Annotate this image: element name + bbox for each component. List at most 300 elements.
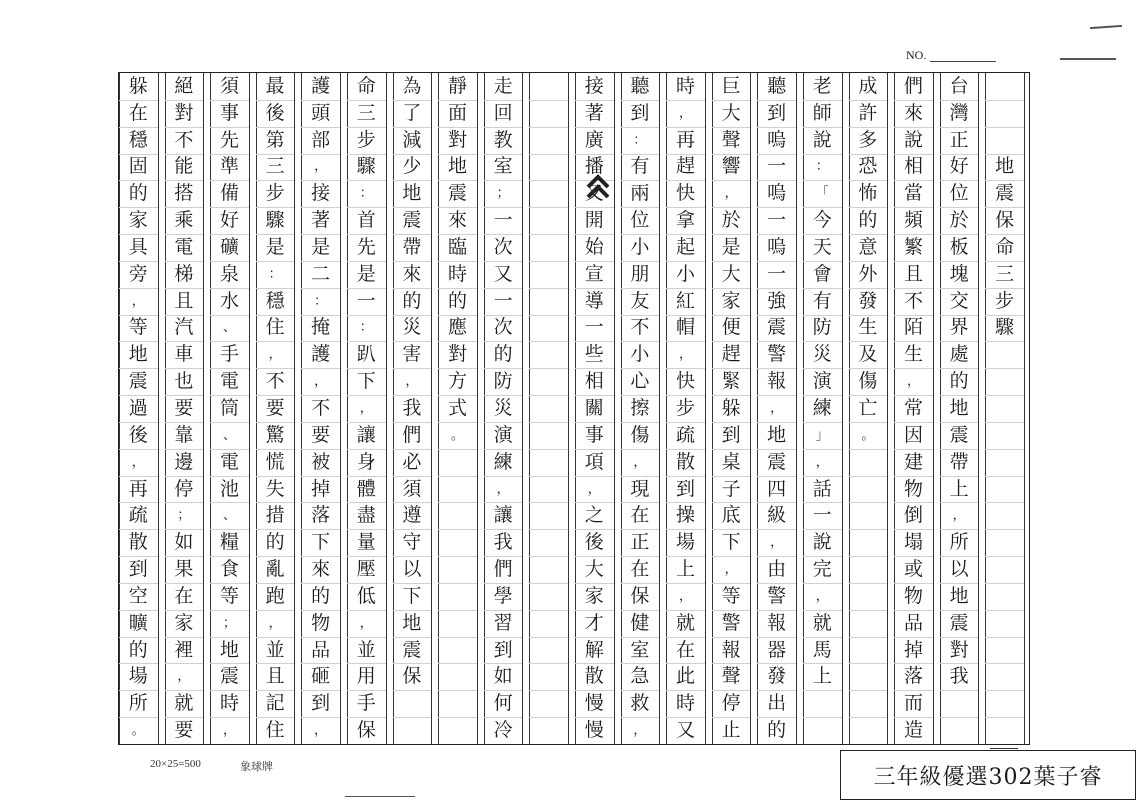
grid-char: 住: [265, 316, 285, 339]
grid-char: 的: [767, 719, 787, 742]
grid-char: 學: [493, 584, 513, 607]
grid-char: 大: [584, 558, 604, 581]
grid-char: 停: [721, 692, 741, 715]
grid-char: 在: [128, 101, 148, 124]
grid-char: 小: [675, 262, 695, 285]
grid-char: 好: [949, 155, 969, 178]
grid-char: 電: [219, 450, 239, 473]
grid-char: 警: [767, 584, 787, 607]
grid-char: 到: [311, 692, 331, 715]
grid-char: 報: [721, 638, 741, 661]
grid-char: 。: [131, 723, 145, 739]
grid-char: ，: [906, 374, 920, 390]
grid-char: 式: [447, 397, 467, 420]
grid-char: 塊: [949, 262, 969, 285]
grid-char: 車: [174, 343, 194, 366]
grid-char: 保: [402, 665, 422, 688]
grid-char: 震: [128, 370, 148, 393]
grid-char: 的: [493, 343, 513, 366]
column-text: [849, 73, 888, 744]
grid-char: 嗚: [767, 128, 787, 151]
grid-char: 要: [174, 397, 194, 420]
column-text: [666, 73, 705, 744]
grid-char: 品: [903, 611, 923, 634]
grid-char: 震: [447, 182, 467, 205]
column-rule: [842, 73, 843, 744]
grid-char: 播: [584, 155, 604, 178]
column-text: [165, 73, 204, 744]
grid-char: 頭: [311, 101, 331, 124]
grid-char: 穩: [265, 289, 285, 312]
text-column: [484, 73, 530, 744]
grid-char: 砸: [311, 665, 331, 688]
grid-char: 相: [584, 370, 604, 393]
grid-char: 建: [903, 450, 923, 473]
grid-char: 到: [767, 101, 787, 124]
grid-char: 電: [219, 370, 239, 393]
grid-char: 壓: [356, 558, 376, 581]
grid-char: 開: [584, 209, 604, 232]
grid-char: 如: [493, 665, 513, 688]
grid-char: 說: [903, 128, 923, 151]
grid-char: 練: [812, 397, 832, 420]
grid-char: 之: [584, 504, 604, 527]
grid-char: 習: [493, 611, 513, 634]
grid-char: 巨: [721, 74, 741, 97]
grid-char: 事: [219, 101, 239, 124]
grid-char: 下: [721, 531, 741, 554]
grid-char: 發: [858, 289, 878, 312]
grid-char: 食: [219, 558, 239, 581]
grid-char: 我: [493, 531, 513, 554]
grid-char: 教: [493, 128, 513, 151]
grid-char: 著: [584, 101, 604, 124]
grid-char: 報: [767, 611, 787, 634]
grid-char: 品: [311, 638, 331, 661]
grid-char: 完: [812, 558, 832, 581]
grid-char: 由: [767, 558, 787, 581]
grid-char: 的: [858, 209, 878, 232]
grid-char: ，: [359, 401, 373, 417]
grid-char: 始: [584, 235, 604, 258]
grid-char: 三: [995, 262, 1015, 285]
grid-char: 物: [903, 477, 923, 500]
grid-char: 震: [219, 665, 239, 688]
grid-char: 走: [493, 74, 513, 97]
grid-char: 在: [630, 558, 650, 581]
grid-char: 先: [219, 128, 239, 151]
grid-char: 交: [949, 289, 969, 312]
grid-char: 到: [630, 101, 650, 124]
grid-char: 步: [675, 397, 695, 420]
grid-char: 到: [721, 423, 741, 446]
grid-char: 繁: [903, 235, 923, 258]
grid-char: 震: [402, 209, 422, 232]
text-column: [256, 73, 302, 744]
grid-char: 是: [356, 262, 376, 285]
grid-char: 正: [949, 128, 969, 151]
grid-char: 也: [174, 370, 194, 393]
grid-char: 體: [356, 477, 376, 500]
text-column: [894, 73, 940, 744]
text-column: [438, 73, 484, 744]
grid-char: 裡: [174, 638, 194, 661]
grid-char: 們: [903, 74, 923, 97]
grid-char: 邊: [174, 450, 194, 473]
grid-char: ：: [633, 132, 647, 148]
grid-char: 的: [311, 584, 331, 607]
grid-char: 冷: [493, 719, 513, 742]
title-column: [985, 73, 1031, 744]
grid-char: 頻: [903, 209, 923, 232]
grid-char: 聽: [767, 74, 787, 97]
grid-char: 傷: [858, 370, 878, 393]
grid-char: 項: [584, 450, 604, 473]
grid-char: 馬: [812, 638, 832, 661]
grid-char: ，: [131, 454, 145, 470]
grid-char: 的: [949, 370, 969, 393]
grid-char: 掉: [311, 477, 331, 500]
grid-char: 急: [630, 665, 650, 688]
grid-char: 且: [903, 262, 923, 285]
grid-char: 的: [128, 182, 148, 205]
column-rule: [1024, 73, 1025, 744]
grid-char: 強: [767, 289, 787, 312]
grid-char: ；: [496, 186, 510, 202]
grid-char: 演: [493, 423, 513, 446]
grid-char: 到: [493, 638, 513, 661]
column-text: [438, 73, 477, 744]
grid-char: 靠: [174, 423, 194, 446]
grid-char: 救: [630, 692, 650, 715]
grid-char: 掩: [311, 316, 331, 339]
grid-char: 震: [995, 182, 1015, 205]
grid-char: 要: [311, 423, 331, 446]
column-text: [393, 73, 432, 744]
text-column: [210, 73, 256, 744]
grid-char: 須: [402, 477, 422, 500]
grid-char: 能: [174, 155, 194, 178]
grid-char: 減: [402, 128, 422, 151]
grid-char: 灣: [949, 101, 969, 124]
grid-char: 老: [812, 74, 832, 97]
text-column: [301, 73, 347, 744]
grid-char: 板: [949, 235, 969, 258]
grid-char: 小: [630, 343, 650, 366]
grid-char: 過: [128, 397, 148, 420]
grid-char: 有: [812, 289, 832, 312]
grid-char: 是: [721, 235, 741, 258]
text-column: [803, 73, 849, 744]
grid-char: 倒: [903, 504, 923, 527]
grid-char: 於: [721, 209, 741, 232]
essay-title: [985, 73, 1024, 744]
text-column: [666, 73, 712, 744]
grid-char: 會: [812, 262, 832, 285]
grid-char: 驚: [265, 423, 285, 446]
grid-char: 不: [630, 316, 650, 339]
grid-char: 或: [903, 558, 923, 581]
grid-char: 好: [219, 209, 239, 232]
grid-char: 一: [493, 289, 513, 312]
grid-char: 出: [767, 692, 787, 715]
grid-char: 疏: [128, 504, 148, 527]
grid-char: 如: [174, 531, 194, 554]
grid-char: 一: [767, 209, 787, 232]
grid-char: 多: [858, 128, 878, 151]
grid-char: 固: [128, 155, 148, 178]
grid-char: 一: [493, 209, 513, 232]
grid-char: 接: [311, 182, 331, 205]
grid-char: 停: [174, 477, 194, 500]
column-rule: [568, 73, 569, 744]
column-text: [256, 73, 295, 744]
grid-char: 對: [447, 343, 467, 366]
text-column: [621, 73, 667, 744]
grid-char: 事: [584, 423, 604, 446]
grid-char: 拿: [675, 209, 695, 232]
grid-char: 物: [311, 611, 331, 634]
grid-char: 部: [311, 128, 331, 151]
stray-mark: [990, 748, 1018, 749]
grid-char: 備: [219, 182, 239, 205]
grid-char: 保: [995, 209, 1015, 232]
grid-char: 著: [311, 209, 331, 232]
grid-char: 盡: [356, 504, 376, 527]
grid-char: 就: [174, 692, 194, 715]
grid-char: 三: [265, 155, 285, 178]
grid-char: 一: [812, 504, 832, 527]
grid-char: 次: [493, 235, 513, 258]
grid-char: 子: [721, 477, 741, 500]
grid-char: 步: [265, 182, 285, 205]
grid-char: 驟: [995, 316, 1015, 339]
grid-char: 級: [767, 504, 787, 527]
grid-char: 慢: [584, 692, 604, 715]
stray-mark: [1060, 58, 1116, 60]
grid-char: 旁: [128, 262, 148, 285]
grid-char: ，: [177, 669, 191, 685]
grid-char: 小: [630, 235, 650, 258]
grid-char: 散: [128, 531, 148, 554]
no-label: NO.: [906, 48, 927, 62]
grid-char: 帶: [402, 235, 422, 258]
grid-char: 地: [402, 611, 422, 634]
grid-char: 後: [128, 423, 148, 446]
grid-char: 在: [174, 584, 194, 607]
grid-char: 接: [584, 74, 604, 97]
grid-char: ，: [496, 481, 510, 497]
grid-char: ，: [587, 481, 601, 497]
grid-char: 家: [721, 289, 741, 312]
grid-char: 步: [995, 289, 1015, 312]
grid-char: 因: [903, 423, 923, 446]
grid-char: 朋: [630, 262, 650, 285]
stray-mark: [345, 796, 415, 797]
grid-char: 的: [402, 289, 422, 312]
brand-label: 象球牌: [240, 761, 273, 773]
grid-char: 再: [675, 128, 695, 151]
grid-char: 是: [311, 235, 331, 258]
grid-char: 場: [128, 665, 148, 688]
grid-char: ，: [314, 159, 328, 175]
grid-char: 災: [493, 397, 513, 420]
grid-char: 果: [174, 558, 194, 581]
grid-char: 手: [219, 343, 239, 366]
grid-char: 亡: [858, 397, 878, 420]
grid-char: 健: [630, 611, 650, 634]
grid-char: ，: [633, 723, 647, 739]
grid-char: ，: [724, 562, 738, 578]
grid-char: 三: [356, 101, 376, 124]
grid-char: 糧: [219, 531, 239, 554]
grid-char: 時: [675, 692, 695, 715]
grid-char: 家: [174, 611, 194, 634]
grid-char: 記: [265, 692, 285, 715]
grid-char: ，: [131, 293, 145, 309]
grid-char: 先: [356, 235, 376, 258]
grid-spec-label: 20×25=500: [150, 758, 201, 770]
grid-char: 聲: [721, 128, 741, 151]
grid-char: 量: [356, 531, 376, 554]
grid-char: 、: [222, 320, 236, 336]
grid-char: 及: [858, 343, 878, 366]
grid-char: ，: [678, 105, 692, 121]
grid-char: 在: [630, 504, 650, 527]
grid-char: 大: [721, 101, 741, 124]
column-rule: [158, 73, 159, 744]
grid-char: 趕: [675, 155, 695, 178]
grid-char: 來: [311, 558, 331, 581]
grid-char: 上: [675, 558, 695, 581]
grid-char: 命: [356, 74, 376, 97]
grid-char: 措: [265, 504, 285, 527]
grid-char: 的: [447, 289, 467, 312]
grid-char: ，: [405, 374, 419, 390]
grid-char: 等: [721, 584, 741, 607]
grid-char: 並: [265, 638, 285, 661]
grid-char: ，: [314, 374, 328, 390]
grid-char: 電: [174, 235, 194, 258]
grid-char: ，: [268, 615, 282, 631]
grid-char: 關: [584, 397, 604, 420]
grid-char: 下: [356, 370, 376, 393]
grid-char: 話: [812, 477, 832, 500]
grid-char: 說: [812, 128, 832, 151]
grid-char: 低: [356, 584, 376, 607]
grid-char: 位: [630, 209, 650, 232]
grid-char: 說: [812, 531, 832, 554]
grid-char: 身: [356, 450, 376, 473]
grid-char: 災: [402, 316, 422, 339]
column-rule: [294, 73, 295, 744]
grid-char: 疏: [675, 423, 695, 446]
grid-char: 不: [311, 397, 331, 420]
text-column: [757, 73, 803, 744]
grid-char: 害: [402, 343, 422, 366]
column-rule: [750, 73, 751, 744]
grid-char: 演: [812, 370, 832, 393]
grid-char: 許: [858, 101, 878, 124]
grid-char: 等: [128, 316, 148, 339]
grid-char: 被: [311, 450, 331, 473]
grid-char: ，: [222, 723, 236, 739]
grid-char: 上: [812, 665, 832, 688]
grid-char: 陌: [903, 316, 923, 339]
grid-char: 保: [630, 584, 650, 607]
grid-char: 聽: [630, 74, 650, 97]
text-column: [712, 73, 758, 744]
grid-char: 何: [493, 692, 513, 715]
grid-char: 後: [265, 101, 285, 124]
grid-char: ：: [815, 159, 829, 175]
grid-char: 落: [903, 665, 923, 688]
grid-char: 且: [174, 289, 194, 312]
column-rule: [796, 73, 797, 744]
column-text: [484, 73, 523, 744]
grid-char: 物: [903, 584, 923, 607]
grid-char: 再: [128, 477, 148, 500]
grid-char: 便: [721, 316, 741, 339]
grid-char: 帽: [675, 316, 695, 339]
column-rule: [614, 73, 615, 744]
grid-char: 地: [402, 182, 422, 205]
grid-char: 練: [493, 450, 513, 473]
grid-char: 報: [767, 370, 787, 393]
grid-char: 桌: [721, 450, 741, 473]
text-column: [940, 73, 986, 744]
column-rule: [431, 73, 432, 744]
column-text: [894, 73, 933, 744]
grid-char: 一: [767, 262, 787, 285]
grid-char: 生: [858, 316, 878, 339]
grid-char: 準: [219, 155, 239, 178]
grid-char: 並: [356, 638, 376, 661]
text-column: [347, 73, 393, 744]
grid-char: 才: [584, 611, 604, 634]
grid-char: 家: [584, 584, 604, 607]
grid-char: 的: [265, 531, 285, 554]
grid-char: 大: [721, 262, 741, 285]
grid-char: 此: [675, 665, 695, 688]
grid-char: 導: [584, 289, 604, 312]
grid-char: 以: [949, 558, 969, 581]
column-rule: [887, 73, 888, 744]
grid-char: ：: [314, 293, 328, 309]
grid-char: 兩: [630, 182, 650, 205]
grid-char: 落: [311, 504, 331, 527]
grid-char: 手: [356, 692, 376, 715]
grid-char: 防: [812, 316, 832, 339]
column-rule: [522, 73, 523, 744]
grid-char: 所: [128, 692, 148, 715]
grid-char: 首: [356, 209, 376, 232]
grid-char: 守: [402, 531, 422, 554]
grid-char: 穩: [128, 128, 148, 151]
grid-char: 常: [903, 397, 923, 420]
column-rule: [386, 73, 387, 744]
grid-char: 意: [858, 235, 878, 258]
grid-char: 具: [128, 235, 148, 258]
grid-char: 今: [812, 209, 832, 232]
grid-char: 響: [721, 155, 741, 178]
grid-char: 的: [128, 638, 148, 661]
grid-char: 對: [447, 128, 467, 151]
grid-char: 了: [402, 101, 422, 124]
grid-char: 不: [174, 128, 194, 151]
grid-char: 「: [815, 186, 829, 202]
grid-char: 地: [949, 397, 969, 420]
